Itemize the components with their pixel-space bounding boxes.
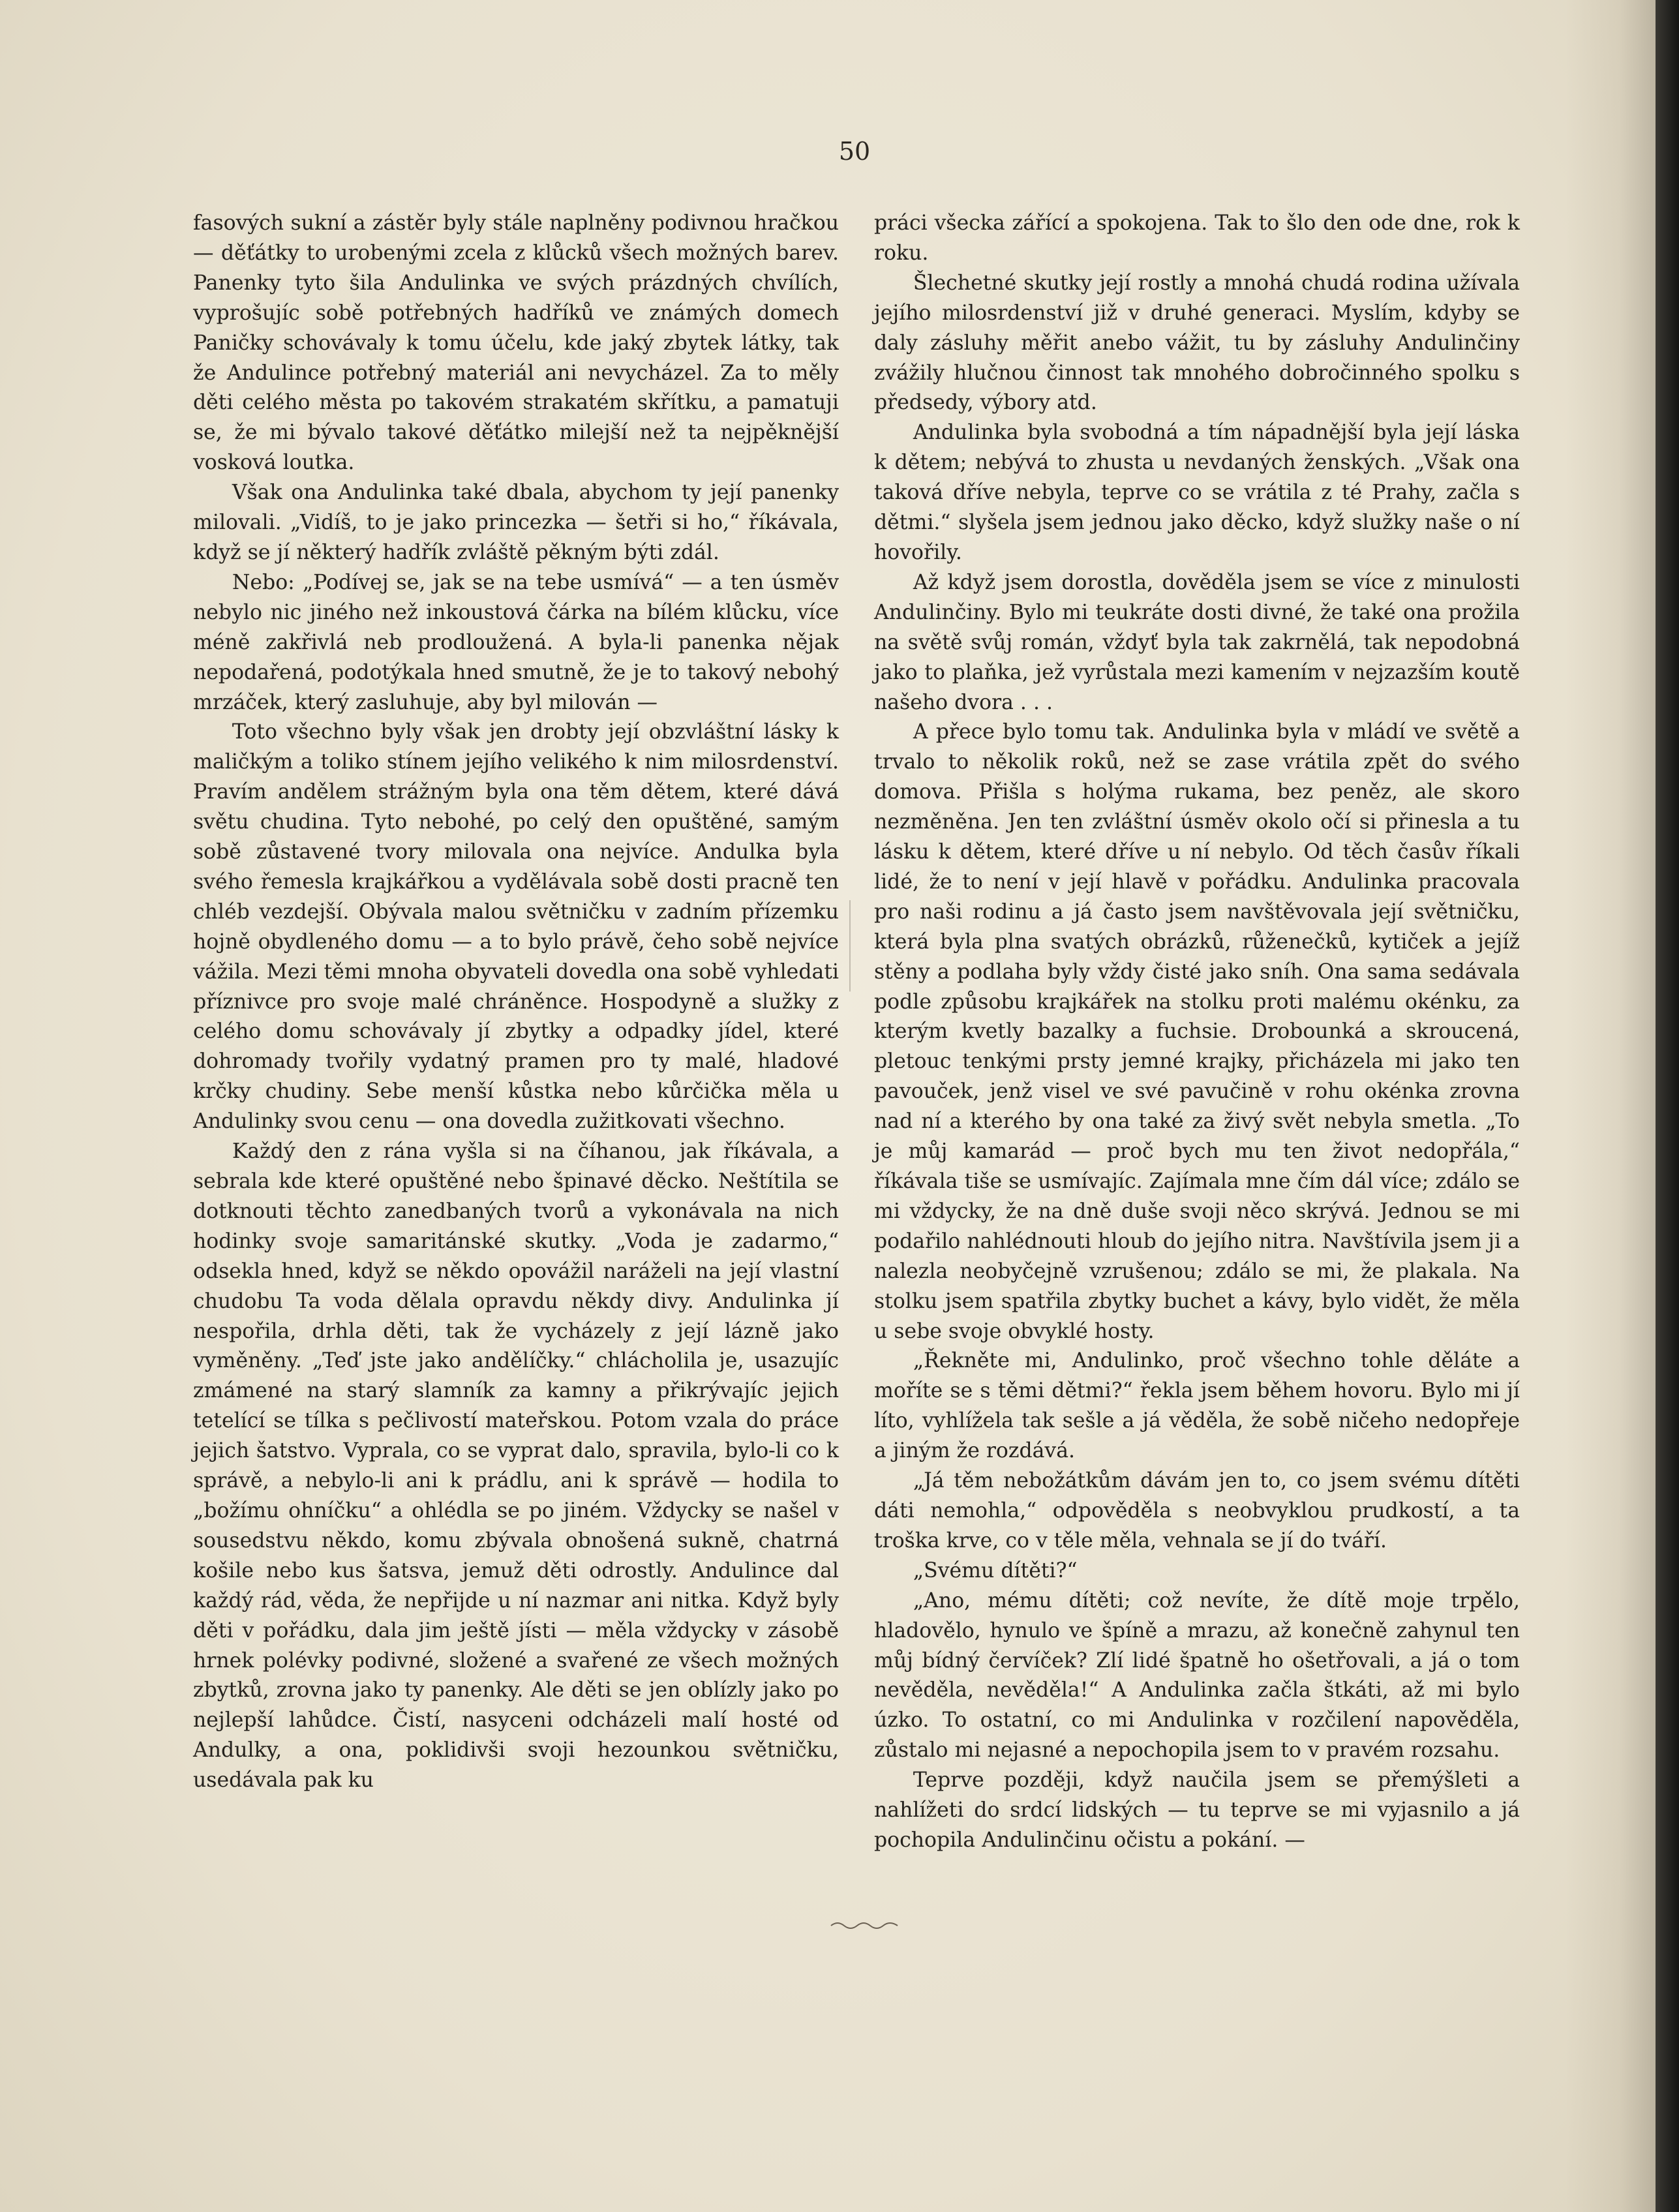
left-paragraph-4: Toto všechno byly však jen drobty její obzvláštní lásky k maličkým a toliko stínem jejího velikého k nim milosrdenství. Pravím andělem strážným byla ona těm dětem, které dává světu chudina. Tyto nebohé, po celý den opuštěné, samým sobě zůstavené tvory milovala ona nejvíce. Andulka byla svého řemesla krajkářkou a vydělávala sobě dosti pracně ten chléb vezdejší. Obývala malou světničku v zadním přízemku hojně obydleného domu — a to bylo právě, čeho sobě nejvíce vážila. Mezi těmi mnoha obyvateli dovedla ona sobě vyhledati příznivce pro svoje malé chráněnce. Hospodyně a služky z celého domu schovávaly jí zbytky a odpadky jídel, které dohromady tvořily vydatný pramen pro ty malé, hladové krčky chudiny. Sebe menší kůstka nebo kůrčička měla u Andulinky svou cenu — ona dovedla zužitkovati všechno.: [193, 720, 839, 1134]
page-edge-shading: [1566, 0, 1656, 2212]
book-spine: [1656, 0, 1679, 2212]
right-paragraph-1: práci všecka zářící a spokojena. Tak to šlo den ode dne, rok k roku.: [874, 211, 1520, 265]
column-divider-mark: [849, 900, 851, 992]
right-text-column: [874, 209, 1520, 1856]
page-number: 50: [838, 137, 871, 166]
right-paragraph-7: „Já těm nebožátkům dávám jen to, co jsem svému dítěti dáti nemohla,“ odpověděla s neobvyklou prudkostí, a ta troška krve, co v těle měla, vehnala se jí do tváří.: [874, 1469, 1520, 1553]
right-paragraph-4: Až když jsem dorostla, dověděla jsem se více z minulosti Andulinčiny. Bylo mi teukráte dosti divné, že také ona prožila na světě svůj román, vždyť byla tak zakrnělá, tak nepodobná jako to plaňka, jež vyrůstala mezi kamením v nejzazším koutě našeho dvora . . .: [874, 570, 1520, 714]
right-paragraph-6: „Řekněte mi, Andulinko, proč všechno tohle děláte a moříte se s těmi dětmi?“ řekla jsem během hovoru. Bylo mi jí líto, vyhlížela tak sešle a já věděla, že sobě ničeho nedopřeje a jiným že rozdává.: [874, 1349, 1520, 1463]
right-paragraph-2: Šlechetné skutky její rostly a mnohá chudá rodina užívala jejího milosrdenství již v druhé generaci. Myslím, kdyby se daly zásluhy měřit anebo vážit, tu by zásluhy Andulinčiny zvážily hlučnou činnost tak mnohého dobročinného spolku s předsedy, výbory atd.: [874, 271, 1520, 415]
right-paragraph-5: A přece bylo tomu tak. Andulinka byla v mládí ve světě a trvalo to několik roků, než se zase vrátila zpět do svého domova. Přišla s holýma rukama, bez peněz, ale skoro nezměněna. Jen ten zvláštní úsměv okolo očí si přinesla a tu lásku k dětem, které dříve u ní nebylo. Od těch časův říkali lidé, že to není v její hlavě v pořádku. Andulinka pracovala pro naši rodinu a já často jsem navštěvovala její světničku, která byla plna svatých obrázků, růženečků, kytiček a jejíž stěny a podlaha byly vždy čisté jako sníh. Ona sama sedávala podle způsobu krajkářek na stolku proti malému okénku, za kterým kvetly bazalky a fuchsie. Drobounká a skroucená, pletouc tenkými prsty jemné krajky, přicházela mi jako ten pavouček, jenž visel ve své pavučině v rohu okénka zrovna nad ní a kterého by ona také za živý svět nebyla smetla. „To je můj kamarád — proč bych mu ten život nedopřála,“ říkávala tiše se usmívajíc. Zajímala mne čím dál více; zdálo se mi vždycky, že na dně duše svoji něco skrývá. Jednou se mi podařilo nahlédnouti hloub do jejího nitra. Navštívila jsem ji a nalezla neobyčejně vzrušenou; zdálo se mi, že plakala. Na stolku jsem spatřila zbytky buchet a kávy, bylo vidět, že měla u sebe svoje obvyklé hosty.: [874, 720, 1520, 1343]
left-text-column: [193, 209, 839, 1796]
left-paragraph-3: Nebo: „Podívej se, jak se na tebe usmívá“ — a ten úsměv nebylo nic jiného než inkoustová čárka na bílém klůcku, více méně zakřivlá neb prodloužená. A byla-li panenka nějak nepodařená, podotýkala hned smutně, že je to takový nebohý mrzáček, který zasluhuje, aby byl milován —: [193, 570, 839, 714]
right-paragraph-8: „Svému dítěti?“: [913, 1558, 1078, 1583]
right-paragraph-9: „Ano, mému dítěti; což nevíte, že dítě moje trpělo, hladovělo, hynulo ve špíně a mrazu, až konečně zahynul ten můj bídný červíček? Zlí lidé špatně ho ošetřovali, a já o tom nevěděla, nevěděla!“ A Andulinka začla štkáti, až mi bylo úzko. To ostatní, co mi Andulinka v rozčilení napověděla, zůstalo mi nejasné a nepochopila jsem to v pravém rozsahu.: [874, 1588, 1520, 1763]
right-paragraph-10: Teprve později, když naučila jsem se přemýšleti a nahlížeti do srdcí lidských — tu teprve se mi vyjasnilo a já pochopila Andulinčinu očistu a pokání. —: [874, 1768, 1520, 1852]
left-paragraph-5: Každý den z rána vyšla si na číhanou, jak říkávala, a sebrala kde které opuštěné nebo špinavé děcko. Neštítila se dotknouti těchto zanedbaných tvorů a vykonávala na nich hodinky svoje samaritánské skutky. „Voda je zadarmo,“ odsekla hned, když se někdo opovážil naráželi na její vlastní chudobu Ta voda dělala opravdu někdy divy. Andulinka jí nespořila, drhla děti, tak že vycházely z její lázně jako vyměněny. „Teď jste jako andělíčky.“ chlácholila je, usazujíc zmámené na starý slamník za kamny a přikrývajíc jejich tetelící se tílka s pečlivostí mateřskou. Potom vzala do práce jejich šatstvo. Vyprala, co se vyprat dalo, spravila, bylo-li co k správě, a nebylo-li ani k prádlu, ani k správě — hodila to „božímu ohníčku“ a ohlédla se po jiném. Vždycky se našel v sousedstvu někdo, komu zbývala obnošená sukně, chatrná košile nebo kus šatsva, jemuž děti odrostly. Andulince dal každý rád, věda, že nepřijde u ní nazmar ani nitka. Když byly děti v pořádku, dala jim ještě jísti — měla vždycky v zásobě hrnek polévky podivné, složené a svařené ze všech možných zbytků, zrovna jako ty panenky. Ale děti se jen oblízly jako po nejlepší lahůdce. Čistí, nasyceni odcházeli malí hosté od Andulky, a ona, poklidivši svoji hezounkou světničku, usedávala pak ku: [193, 1140, 839, 1793]
end-ornament-icon: [828, 1917, 900, 1932]
left-paragraph-2: Však ona Andulinka také dbala, abychom ty její panenky milovali. „Vidíš, to je jako princezka — šetři si ho,“ říkávala, když se jí některý hadřík zvláště pěkným býti zdál.: [193, 481, 839, 564]
left-paragraph-1: fasových sukní a zástěr byly stále naplněny podivnou hračkou — děťátky to urobenými zcela z klůcků všech možných barev. Panenky tyto šila Andulinka ve svých prázdných chvílích, vyprošujíc sobě potřebných hadříků ve známých domech Paničky schovávaly k tomu účelu, kde jaký zbytek látky, tak že Andulince potřebný materiál ani nevycházel. Za to měly děti celého města po takovém strakatém skřítku, a pamatuji se, že mi bývalo takové děťátko milejší než ta nejpěknější vosková loutka.: [193, 211, 839, 475]
right-paragraph-3: Andulinka byla svobodná a tím nápadnější byla její láska k dětem; nebývá to zhusta u nevdaných ženských. „Však ona taková dříve nebyla, teprve co se vrátila z té Prahy, začla s dětmi.“ slyšela jsem jednou jako děcko, když služky naše o ní hovořily.: [874, 421, 1520, 564]
